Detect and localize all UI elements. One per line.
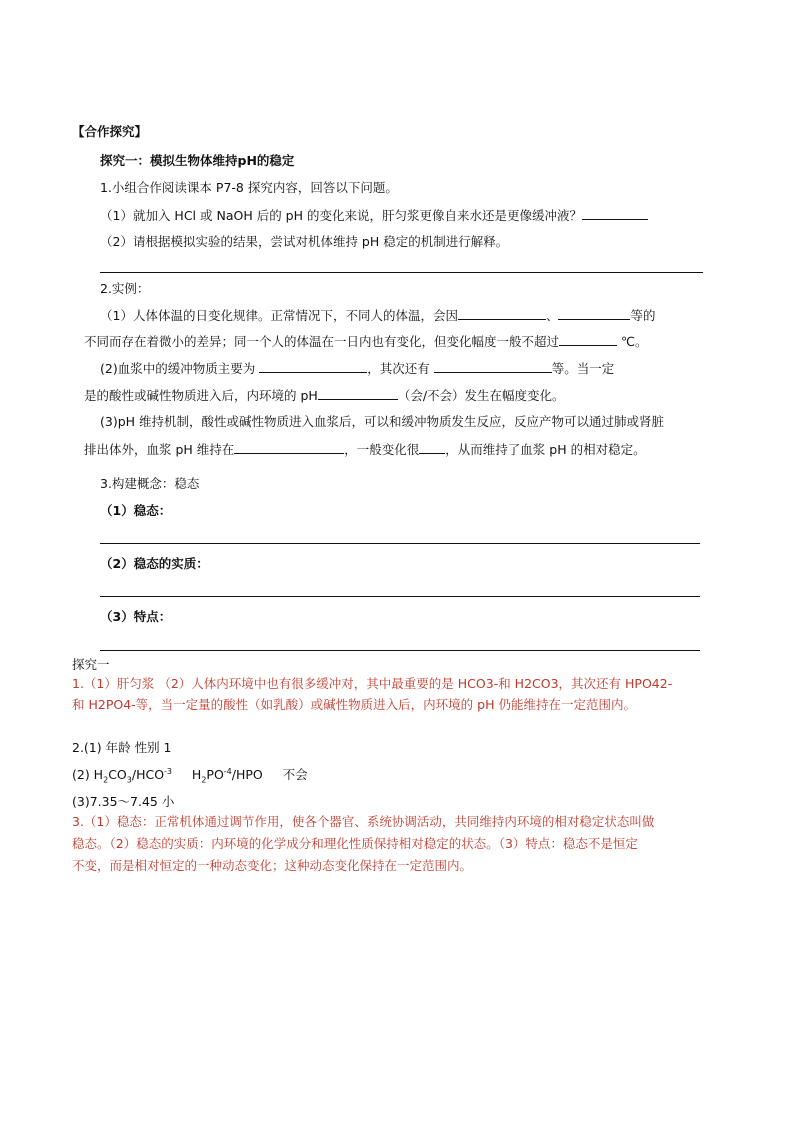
q2-text: ，从而维持了血浆 pH 的相对稳定。 — [445, 442, 646, 457]
q1-intro: 1.小组合作阅读课本 P7-8 探究内容，回答以下问题。 — [100, 180, 398, 195]
q2-text: 是的酸性或碱性物质进入后，内环境的 pH — [84, 388, 318, 403]
q2-text: 不同而存在着微小的差异；同一个人的体温在一日内也有变化，但变化幅度一般不超过 — [84, 334, 560, 349]
formula-sup: -4 — [223, 766, 232, 776]
answer-blank[interactable] — [458, 307, 546, 320]
formula-text: (2) H — [72, 767, 104, 782]
answer-2-3: (3)7.35～7.45 小 — [72, 794, 175, 809]
q3-steady-state-label: （1）稳态： — [100, 503, 172, 518]
q2-text: 等。当一定 — [551, 361, 615, 376]
answer-2-2 — [72, 767, 308, 783]
answer-blank[interactable] — [318, 387, 398, 400]
q2-part2-line2 — [84, 387, 565, 404]
q3-essence-label: （2）稳态的实质： — [100, 556, 209, 571]
section-heading: 【合作探究】 — [72, 124, 148, 139]
q1-part2: （2）请根据模拟实验的结果，尝试对机体维持 pH 稳定的机制进行解释。 — [100, 234, 509, 249]
q2-text: 等的 — [630, 308, 656, 323]
answer-2-1: 2.(1) 年龄 性别 1 — [72, 740, 172, 755]
formula-text: PO — [206, 767, 224, 782]
q2-part1-line2 — [84, 333, 648, 350]
q2-part2-line1 — [100, 360, 614, 377]
formula-text: H — [172, 767, 202, 782]
formula-text: /HCO — [131, 767, 165, 782]
q1-part1 — [100, 207, 648, 224]
answer-blank[interactable] — [419, 441, 445, 454]
answer-blank[interactable] — [259, 360, 367, 373]
answer-line[interactable] — [100, 272, 703, 273]
q2-part3-line1: (3)pH 维持机制，酸性或碱性物质进入血浆后，可以和缓冲物质发生反应，反应产物可以通过肺或肾脏 — [100, 414, 665, 429]
q2-part1-line1 — [100, 307, 656, 324]
answer-3-line2: 稳态。（2）稳态的实质：内环境的化学成分和理化性质保持相对稳定的状态。（3）特点：稳态不是恒定 — [72, 836, 638, 851]
answers-title: 探究一 — [72, 657, 110, 672]
answer-line[interactable] — [100, 596, 700, 597]
q2-text: （会/不会）发生在幅度变化。 — [397, 388, 565, 403]
answer-blank[interactable] — [434, 360, 552, 373]
q2-text: 排出体外，血浆 pH 维持在 — [84, 442, 235, 457]
answer-1-line2: 和 H2PO4-等，当一定量的酸性（如乳酸）或碱性物质进入后，内环境的 pH 仍能维持在一定范围内。 — [72, 697, 636, 712]
q3-title: 3.构建概念：稳态 — [100, 476, 200, 491]
q2-text: ，一般变化很 — [344, 442, 420, 457]
q2-text: 、 — [545, 308, 559, 323]
q3-features-label: （3）特点： — [100, 609, 172, 624]
formula-text: CO — [108, 767, 127, 782]
q2-title: 2.实例： — [100, 281, 150, 296]
formula-sub: 2 — [103, 775, 109, 785]
q2-text: （1）人体体温的日变化规律。正常情况下，不同人的体温，会因 — [100, 308, 458, 323]
q2-part3-line2 — [84, 441, 646, 458]
answer-line[interactable] — [100, 650, 700, 651]
q1-part1-text: （1）就加入 HCl 或 NaOH 后的 pH 的变化来说，肝匀浆更像自来水还是更像缓冲液？ — [100, 208, 582, 223]
q2-text: ，其次还有 — [367, 361, 430, 376]
answer-3-line3: 不变，而是相对恒定的一种动态变化；这种动态变化保持在一定范围内。 — [72, 858, 473, 873]
formula-sup: -3 — [164, 766, 173, 776]
answer-blank[interactable] — [234, 441, 344, 454]
formula-sub: 3 — [126, 775, 132, 785]
formula-sub: 2 — [201, 775, 207, 785]
answer-blank[interactable] — [559, 333, 617, 346]
answer-line[interactable] — [100, 543, 700, 544]
formula-text: /HPO 不会 — [231, 767, 308, 782]
answer-blank[interactable] — [582, 207, 648, 220]
section1-title: 探究一：模拟生物体维持pH的稳定 — [100, 153, 295, 168]
answer-1-line1: 1.（1）肝匀浆 （2）人体内环境中也有很多缓冲对，其中最重要的是 HCO3-和 H2CO3，其次还有 HPO42- — [72, 676, 673, 691]
answer-blank[interactable] — [558, 307, 630, 320]
answer-3-line1: 3.（1）稳态：正常机体通过调节作用，使各个器官、系统协调活动，共同维持内环境的相对稳定状态叫做 — [72, 814, 655, 829]
q2-text: (2)血浆中的缓冲物质主要为 — [100, 361, 256, 376]
q2-text: ℃。 — [621, 334, 648, 349]
